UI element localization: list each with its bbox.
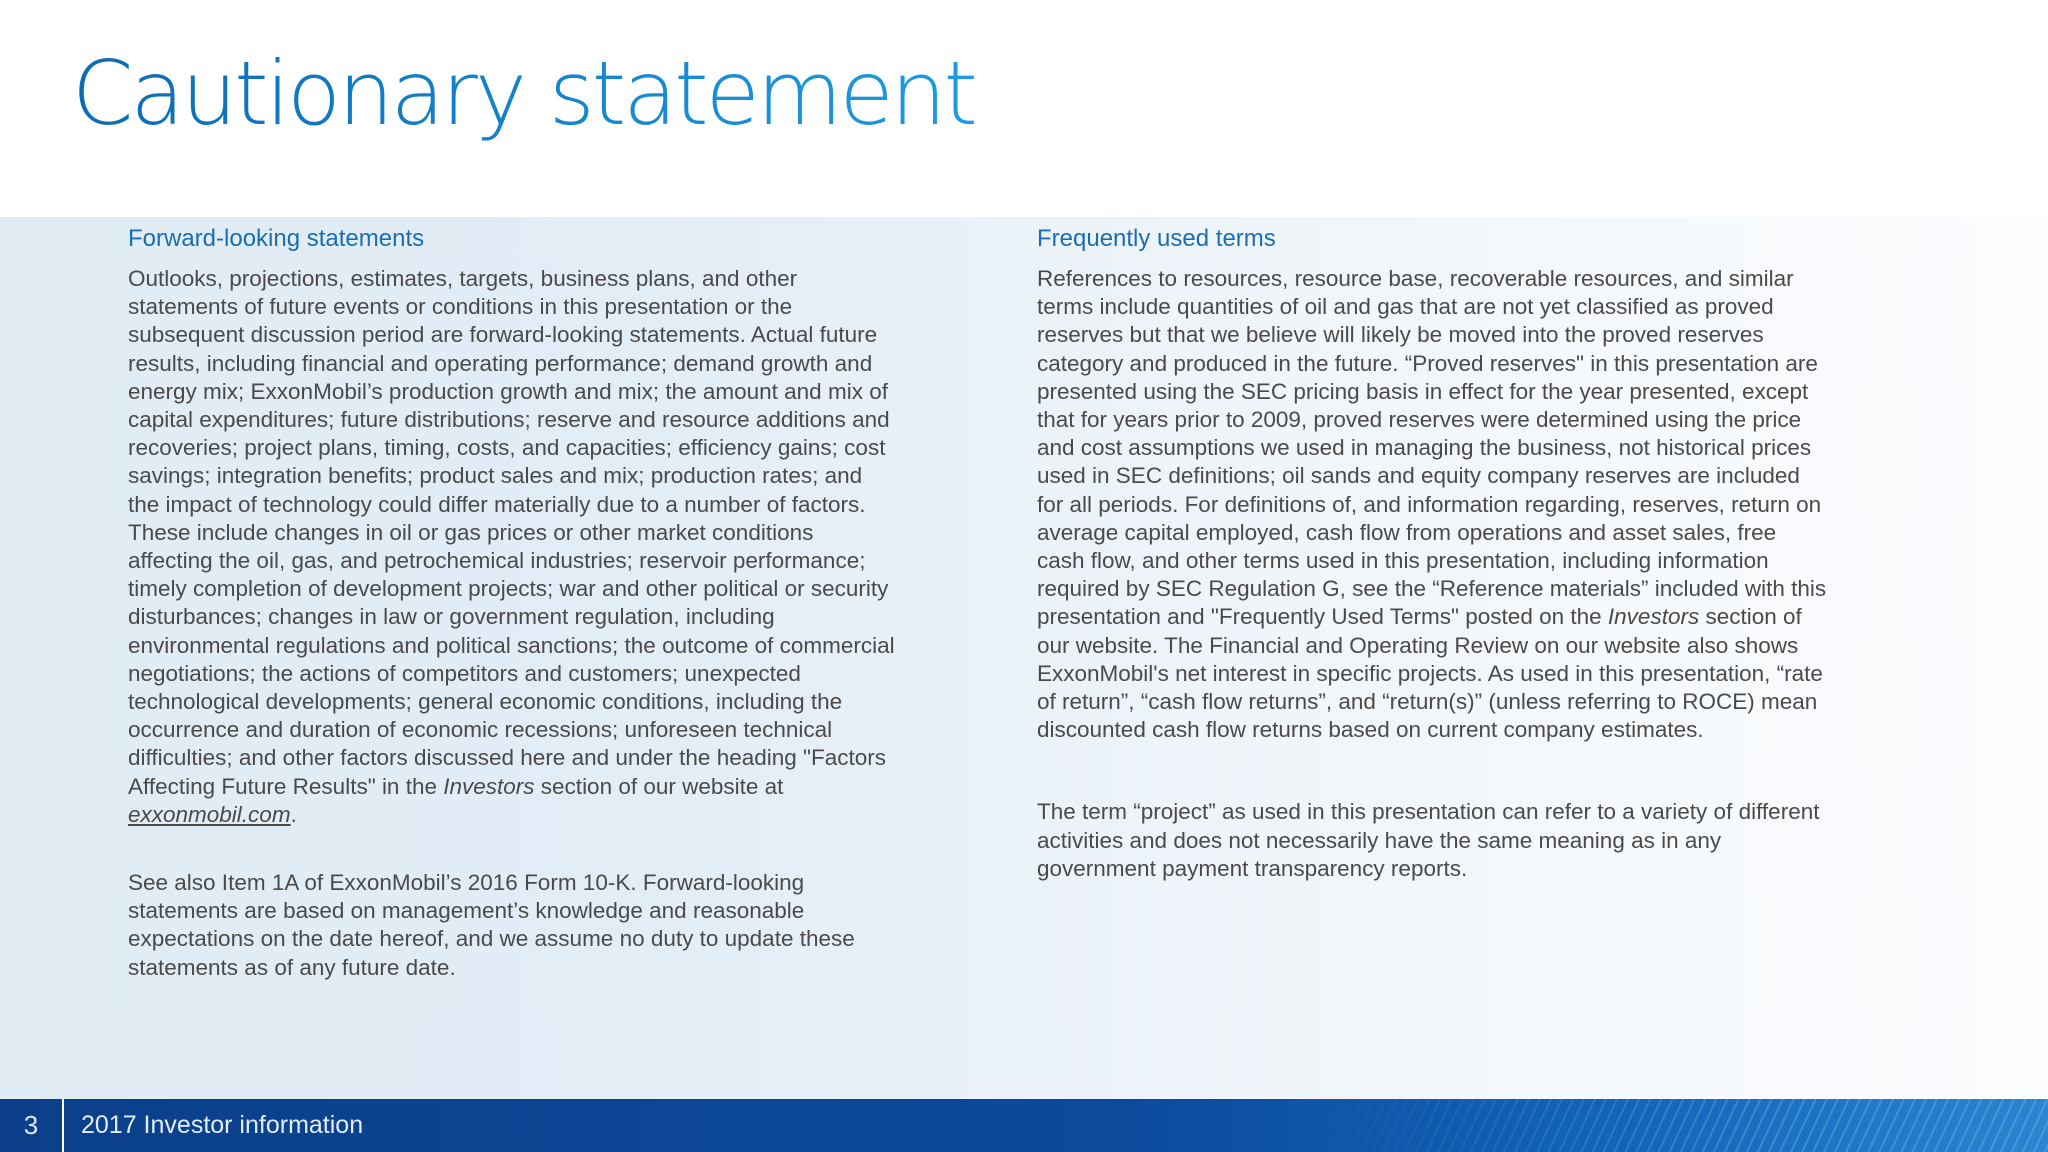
forward-looking-paragraph xyxy=(128,265,898,829)
forward-looking-section xyxy=(128,223,898,982)
page-number: 3 xyxy=(23,1110,39,1140)
footer-line-pattern xyxy=(1288,1099,2048,1152)
terms-paragraph xyxy=(1037,265,1827,744)
footer-bar xyxy=(0,1099,2048,1152)
website-text: section of our website at xyxy=(534,773,784,799)
project-term-paragraph: The term “project” as used in this presentation can refer to a variety of different activities and does not necessarily have the same meaning as in any government payment transparency reports. xyxy=(1037,799,1820,881)
page-title: Cautionary statement xyxy=(72,34,975,154)
exxonmobil-link[interactable]: exxonmobil.com xyxy=(128,801,291,827)
form-10k-paragraph: See also Item 1A of ExxonMobil’s 2016 Form 10-K. Forward-looking statements are based on management’s knowledge and reasonable expectations on the date hereof, and we assume no duty to update these statements as of any future date. xyxy=(128,870,855,980)
investors-emphasis: Investors xyxy=(443,773,535,799)
frequently-used-terms-section xyxy=(1037,223,1827,883)
footer-divider xyxy=(62,1099,64,1152)
forward-looking-text: Outlooks, projections, estimates, targets, business plans, and other statements of future events or conditions in this presentation or the subsequent discussion period are forward-looking statements. Actual future results, including financial and operating performance; demand growth and energy mix; ExxonMobil’s production growth and mix; the amount and mix of capital expenditures; future distributions; reserve and resource additions and recoveries; project plans, timing, costs, and capacities; efficiency gains; cost savings; integration benefits; product sales and mix; production rates; and the impact of technology could differ materially due to a number of factors. These include changes in oil or gas prices or other market conditions affecting the oil, gas, and petrochemical industries; reservoir performance; timely completion of development projects; war and other political or security disturbances; changes in law or government regulation, including environmental regulations and political sanctions; the outcome of commercial negotiations; the actions of competitors and customers; unexpected technological developments; general economic conditions, including the occurrence and duration of economic recessions; unforeseen technical difficulties; and other factors discussed here and under the heading "Factors Affecting Future Results" in the xyxy=(128,266,895,799)
footer-label: 2017 Investor information xyxy=(81,1111,364,1139)
frequently-used-terms-heading: Frequently used terms xyxy=(1037,225,1276,252)
period-text: . xyxy=(290,801,297,827)
forward-looking-heading: Forward-looking statements xyxy=(128,225,425,252)
terms-text: References to resources, resource base, recoverable resources, and similar terms include quantities of oil and gas that are not yet classified as proved reserves but that we believe will likely be moved into the proved reserves category and produced in the future. “Proved reserves" in this presentation are presented using the SEC pricing basis in effect for the year presented, except that for years prior to 2009, proved reserves were determined using the price and cost assumptions we used in managing the business, not historical prices used in SEC definitions; oil sands and equity company reserves are included for all periods. For definitions of, and information regarding, reserves, return on average capital employed, cash flow from operations and asset sales, free cash flow, and other terms used in this presentation, including information required by SEC Regulation G, see the “Reference materials” included with this presentation and "Frequently Used Terms" posted on the xyxy=(1037,266,1827,630)
terms-text-end: section of our website. The Financial and Operating Review on our website also shows ExxonMobil's net interest in specific projects. As used in this presentation, “rate of return”, “cash flow returns”, and “return(s)” (unless referring to ROCE) mean discounted cash flow returns based on current company estimates. xyxy=(1037,604,1823,743)
investors-emphasis: Investors xyxy=(1607,604,1700,630)
